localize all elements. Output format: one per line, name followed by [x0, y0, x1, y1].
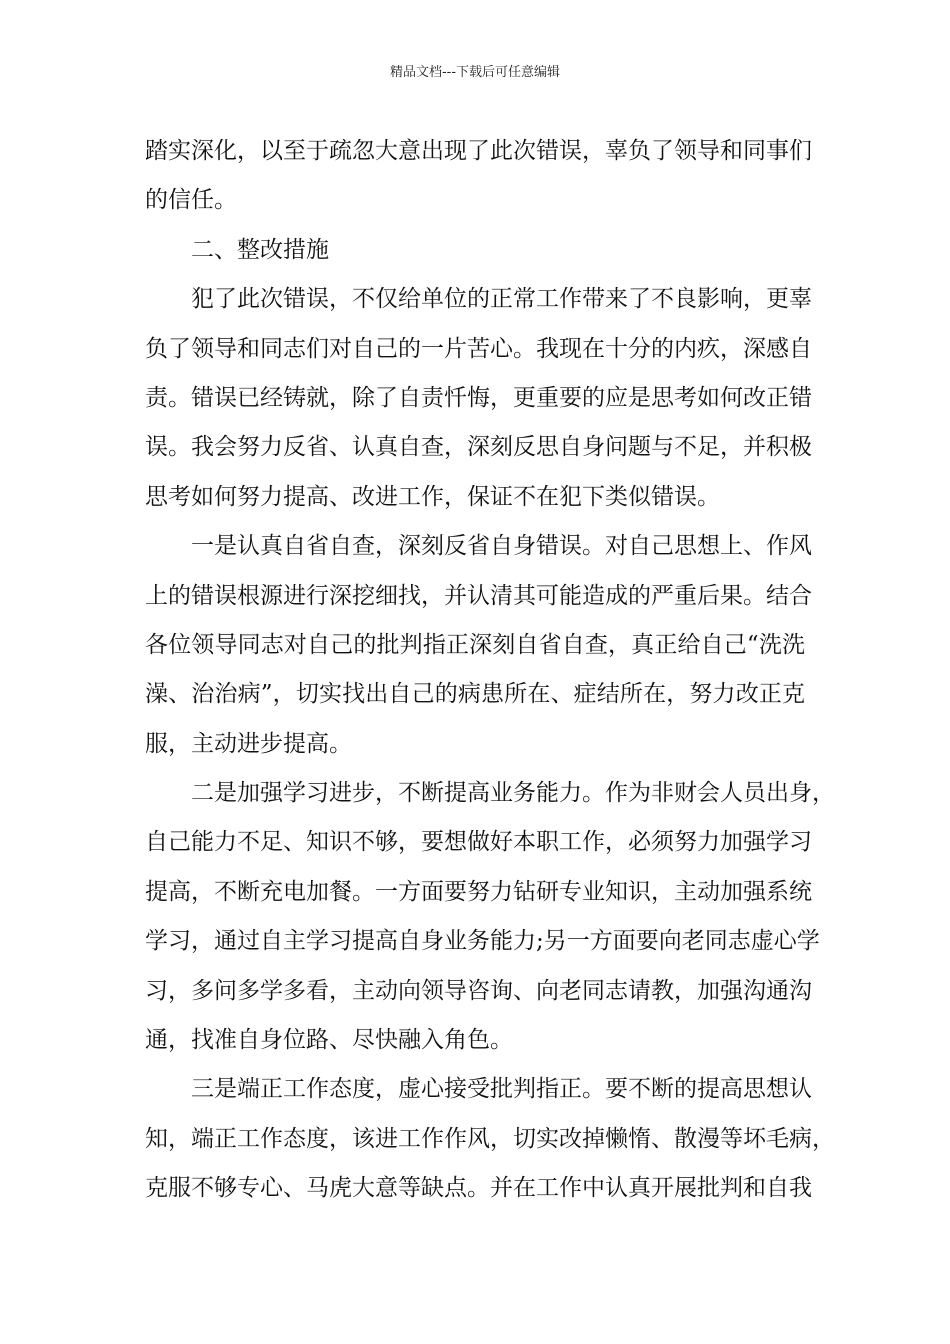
text-line: 负了领导和同志们对自己的一片苦心。我现在十分的内疚，深感自: [145, 335, 812, 362]
text-line: 各位领导同志对自己的批判指正深刻自省自查，真正给自己“洗洗: [145, 631, 805, 658]
text-line: 的信任。: [145, 187, 237, 214]
text-line: 自己能力不足、知识不够，要想做好本职工作，必须努力加强学习: [145, 829, 812, 856]
text-line: 思考如何努力提高、改进工作，保证不在犯下类似错误。: [145, 483, 720, 510]
text-line: 习，多问多学多看，主动向领导咨询、向老同志请教，加强沟通沟: [145, 977, 812, 1004]
text-line: 克服不够专心、马虎大意等缺点。并在工作中认真开展批判和自我: [145, 1175, 812, 1202]
text-line: 误。我会努力反省、认真自查，深刻反思自身问题与不足，并积极: [145, 434, 812, 461]
paragraph-point-three: [145, 1065, 835, 1213]
paragraph-intro: [145, 275, 812, 522]
heading-line: 二、整改措施: [191, 236, 329, 263]
document-body: [145, 127, 835, 1214]
text-line: 犯了此次错误，不仅给单位的正常工作带来了不良影响，更辜: [191, 286, 812, 313]
text-line: 二是加强学习进步，不断提高业务能力。作为非财会人员出身，: [191, 780, 835, 807]
text-line: 知，端正工作态度，该进工作作风，切实改掉懒惰、散漫等坏毛病，: [145, 1125, 835, 1152]
text-line: 澡、治治病”，切实找出自己的病患所在、症结所在，努力改正克: [145, 681, 805, 708]
text-line: 责。错误已经铸就，除了自责忏悔，更重要的应是思考如何改正错: [145, 384, 812, 411]
text-line: 学习，通过自主学习提高自身业务能力;另一方面要向老同志虚心学: [145, 928, 820, 955]
page-header: 精品文档---下载后可任意编辑: [389, 65, 561, 80]
text-line: 三是端正工作态度，虚心接受批判指正。要不断的提高思想认: [191, 1076, 812, 1103]
text-line: 一是认真自省自查，深刻反省自身错误。对自己思想上、作风: [191, 533, 812, 560]
text-line: 提高，不断充电加餐。一方面要努力钻研专业知识，主动加强系统: [145, 878, 812, 905]
section-heading: [145, 226, 805, 275]
text-line: 通，找准自身位路、尽快融入角色。: [145, 1027, 513, 1054]
text-line: 踏实深化，以至于疏忽大意出现了此次错误，辜负了领导和同事们: [145, 138, 812, 164]
paragraph-point-one: [145, 522, 812, 769]
text-line: 服，主动进步提高。: [145, 730, 352, 757]
text-line: 上的错误根源进行深挖细找，并认清其可能造成的严重后果。结合: [145, 582, 812, 609]
paragraph-point-two: [145, 769, 835, 1065]
paragraph-continuation: [145, 127, 812, 226]
